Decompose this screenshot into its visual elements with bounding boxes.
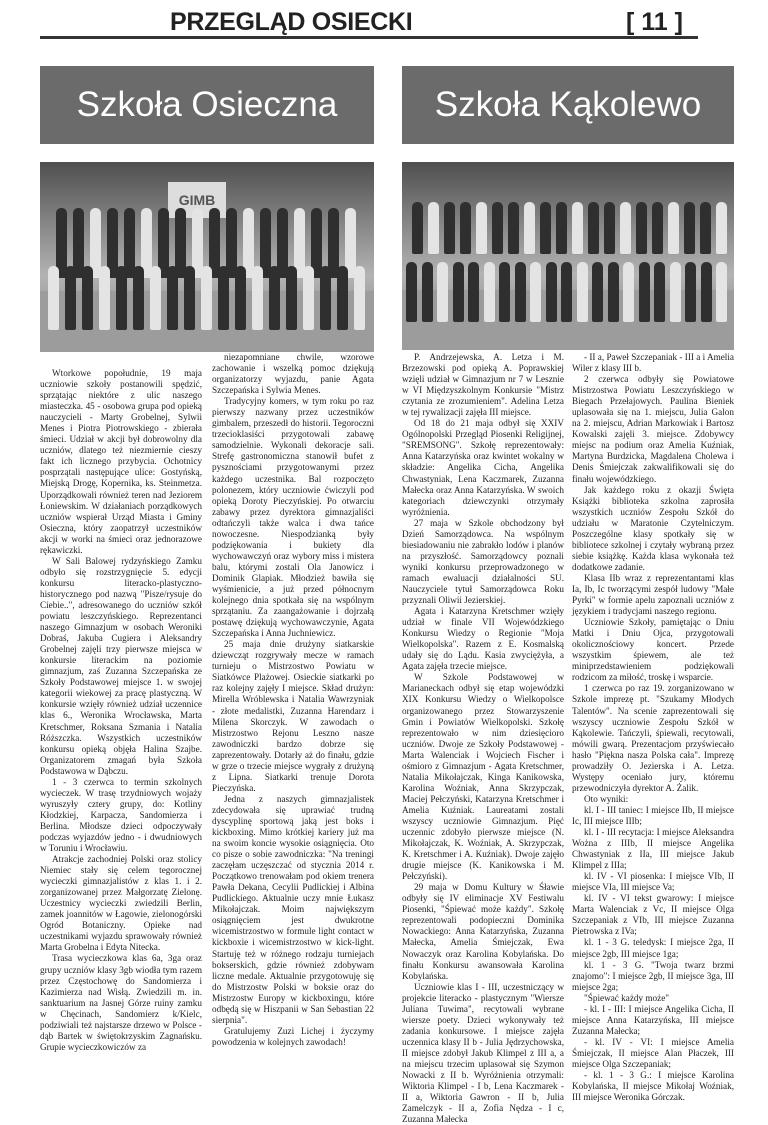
- paragraph: kl. 1 - 3 G. teledysk: I miejsce 2ga, II miejsce 2gb, III miejsce 1ga;: [572, 937, 734, 959]
- photo-figure: [235, 266, 246, 330]
- photo-figure: [508, 202, 519, 254]
- photo-figure: [524, 202, 535, 254]
- photo-figure: [608, 262, 619, 322]
- section-banner-osieczna: Szkoła Osieczna: [40, 66, 374, 144]
- photo-figure: [556, 202, 567, 254]
- paragraph: Uczniowie Szkoły, pamiętając o Dniu Matki i Dniu Ojca, przygotowali okolicznościowy koncert. Przede wszystkim śpiewem, ale też miniprzedstawieniem podziękowali rodzicom za miłość, troskę i wsparcie.: [572, 617, 734, 683]
- article-column-1: [40, 368, 202, 1053]
- article-column-3: [402, 352, 564, 1125]
- photo-figure: [82, 266, 93, 330]
- paragraph: Trasa wycieczkowa klas 6a, 3ga oraz grupy uczniów klasy 3gb wiodła tym razem przez Częstochowę do Sandomierza i Kazimierza nad Wisłą. Zwiedzili m. in. sanktuarium na Jasnej Górze ruiny zamku w Chęcinach, Sandomierz k/Kielc, podziwiali też najstarsze drzewo w Polsce - dąb Bartek w świętokrzyskim Zagnańsku. Grupie wycieczkowiczów za: [40, 953, 202, 1052]
- photo-figure: [484, 262, 495, 322]
- photo-figure: [133, 266, 144, 330]
- photo-figure: [412, 202, 423, 254]
- paragraph: Od 18 do 21 maja odbył się XXIV Ogólnopolski Przegląd Piosenki Religijnej, "SREMSONG". Szkołę reprezentowały: Anna Katarzyńska oraz kwintet wokalny w składzie: Angelika Cicha, Angelika Chwastyniak, Lena Kaczmarek, Zuzanna Małecka oraz Anna Katarzyńska. W swoich kategoriach dziewczynki otrzymały wyróżnienia.: [402, 418, 564, 517]
- photo-figure: [623, 262, 634, 322]
- newspaper-title: PRZEGLĄD OSIECKI: [170, 8, 413, 36]
- photo-figure: [572, 202, 583, 254]
- photo-figure: [422, 262, 433, 322]
- photo-figure: [116, 266, 127, 330]
- photo-figure: [218, 266, 229, 330]
- paragraph: Wtorkowe popołudnie, 19 maja uczniowie szkoły postanowili spędzić, sprzątając niektóre z ulic naszego miasteczka. 45 - osobowa grupa pod opieką nauczycieli - Marty Grobelnej, Sylwii Menes i Piotra Piotrowskiego - zbierała śmieci. Udział w akcji był dobrowolny dla uczniów, dlatego też niezmiernie cieszy fakt ich licznego przybycia. Ochotnicy posprzątali następujące ulice: Gostyńską, Miejską Drogę, Kopernika, ks. Steinmetza. Uporządkowali również teren nad Jeziorem Łoniewskim. W działaniach porządkowych uczniów wspierał Urząd Miasta i Gminy Osieczna, który zaopatrzył uczestników akcji w worki na śmieci oraz jednorazowe rękawiczki.: [40, 368, 202, 555]
- photo-figure: [354, 266, 365, 330]
- photo-figure: [540, 202, 551, 254]
- photo-figure: [685, 262, 696, 322]
- photo-figure: [499, 262, 510, 322]
- paragraph: P. Andrzejewska, A. Letza i M. Brzezowski pod opieką A. Poprawskiej wzięli udział w Gimnazjum nr 7 w Lesznie w VI Międzyszkolnym Konkursie "Mistrz czytania ze zrozumieniem". Adelina Letza w tej rywalizacji zajęła III miejsce.: [402, 352, 564, 418]
- paragraph: - kl. 1 - 3 G.: I miejsce Karolina Kobylańska, II miejsce Mikołaj Woźniak, III miejsce Weronika Górczak.: [572, 1070, 734, 1103]
- paragraph: "Śpiewać każdy może": [584, 992, 670, 1003]
- photo-figure: [492, 202, 503, 254]
- paragraph: 25 maja dnie drużyny siatkarskie dziewcząt rozgrywały mecze w ramach turnieju o Mistrzostwo Powiatu w Siatkówce Plażowej. Osieckie siatkarki po raz kolejny zajęły I miejsce. Skład drużyn: Mirella Wróblewska i Natalia Wawrzyniak - złote medalistki, Zuzanna Harendarz i Milena Skorczyk. W zawodach o Mistrzostwo Rejonu Leszno nasze zawodniczki bardzo dobrze się zaprezentowały. Dotarły aż do finału, gdzie w grze o trzecie miejsce wygrały z drużyną z Lipna. Siatkarki trenuje Dorota Pieczyńska.: [212, 639, 374, 793]
- photo-figure: [592, 262, 603, 322]
- paragraph: kl. 1 - 3 G. "Twoja twarz brzmi znajomo": I miejsce 2gb, II miejsce 3ga, III miejsce 2ga;: [572, 959, 734, 992]
- article-column-4: [572, 352, 734, 1103]
- section-banner-kakolewo: Szkoła Kąkolewo: [402, 66, 734, 144]
- photo-figure: [588, 202, 599, 254]
- photo-figure: [468, 262, 479, 322]
- gimbal-sign: GIMB: [168, 182, 226, 218]
- photo-figure: [670, 262, 681, 322]
- header-rule-left: [40, 36, 412, 39]
- paragraph: Gratulujemy Zuzi Lichej i życzymy powodzenia w kolejnych zawodach!: [212, 1025, 374, 1047]
- paragraph: W Szkole Podstawowej w Marianeckach odbył się etap wojewódzki XIX Konkursu Wiedzy o Wielkopolsce organizowanego przez Stowarzyszenie Gmin i Powiatów Wielkopolski. Szkołę reprezentowało w nim dziesięciorо uczniów. Dwoje ze Szkoły Podstawowej - Marta Walenciak i Wojciech Fischer i ośmioro z Gimnazjum - Agata Kretschmer, Natalia Mikołajczak, Kinga Kanikowska, Karolina Woźniak, Anna Skrzypczak, Maciej Pełczyński, Katarzyna Kretschmer i Amelia Kuźniak. Laureatami zostali wszyscy uczniowie Gimnazjum. Pięć uczennic zdobyło pierwsze miejsce (N. Mikołajczak, K. Woźniak, A. Skrzypczak, K. Kretschmer i A. Kuźniak). Dwoje zajęło drugie miejsce (K. Kanikowska i M. Pełczyński).: [402, 672, 564, 882]
- paragraph: - II a, Paweł Szczepaniak - III a i Amelia Wiler z klasy III b.: [572, 352, 734, 374]
- paragraph: 2 czerwca odbyły się Powiatowe Mistrzostwa Powiatu Leszczyńskiego w Biegach Przełajowych. Paulina Bieniek uplasowała się na 1. miejscu, Julia Galon na 2. miejscu, Adrian Markowiak i Bartosz Kowalski zajęli 3. miejsce. Zdobywcy miejsc na podium oraz Amelia Kuźniak, Martyna Burdzicka, Magdalena Cholewa i Denis Śmiejczak zakwalifikowali się do finału wojewódzkiego.: [572, 374, 734, 484]
- photo-figure: [654, 262, 665, 322]
- photo-figure: [652, 202, 663, 254]
- photo-figure: [150, 266, 161, 330]
- photo-figure: [320, 266, 331, 330]
- photo-figure: [337, 266, 348, 330]
- paragraph: kl. I - III recytacja: I miejsce Aleksandra Wożna z IIIb, II miejsce Angelika Chwastyniak z IIa, III miejsce Jakub Klimpel z IIIa;: [572, 827, 734, 871]
- photo-figure: [303, 266, 314, 330]
- paragraph: Jedna z naszych gimnazjalistek zdecydowała się uprawiać trudną dyscyplinę sportową jaką jest boks i kickboxing. Mimo krótkiej kariery już ma na swoim koncie wysokie osiągnięcia. Oto co pisze o sobie zawodniczka: "Na treningi zaczęłam uczęszczać od stycznia 2014 r. Początkowo trenowałam pod okiem trenera Pawła Dekana, Cecylii Pudlickiej i Albina Pudlickiego. Aktualnie uczy mnie Łukasz Mikołajczak. Moim największym osiągnięciem jest dwukrotne wicemistrzostwo w formule light contact w kickboxie i wicemistrzostwo w kick-light. Startuję też w różnego rodzaju turniejach bokserskich, gdzie również zdobywam liczne medale. Aktualnie przygotowuję się do Mistrzostw Polski w boksie oraz do Mistrzostw Europy w kickboxingu, które odbędą się w Hiszpanii w San Sebastian 22 sierpnia".: [212, 793, 374, 1025]
- school-children-photo: [40, 162, 374, 352]
- photo-figure: [269, 266, 280, 330]
- photo-figure: [530, 262, 541, 322]
- paragraph: W Sali Balowej rydzyńskiego Zamku odbyło się rozstrzygnięcie 5. edycji konkursu literacko-plastyczno-historycznego pod nazwą "Pisze/rysuje do Ciebie..", adresowanego do uczniów szkół powiatu leszczyńskiego. Reprezentanci naszego Gimnazjum w osobach Weroniki Dobraś, Jakuba Cugiera i Aleksandry Grobelnej zajęli trzy pierwsze miejsca w konkursie literackim na poziomie gimnazjum, zaś Zuzanna Szczepańska ze Szkoły Podstawowej miejsce 1. w swojej kategorii wiekowej za pracę plastyczną. W konkursie wzięły również udział uczennice klas 6., Weronika Wrocławska, Marta Kretschmer, Roksana Szmania i Natalia Róższczka. Wszystkich uczestników konkursu opieką objęła Halina Szajbe. Organizatorem zmagań była Szkoła Podstawowa w Dąbczu.: [40, 555, 202, 776]
- photo-figure: [406, 262, 417, 322]
- photo-figure: [700, 202, 711, 254]
- school-choir-photo: [402, 162, 734, 350]
- photo-figure: [428, 202, 439, 254]
- photo-figure: [437, 262, 448, 322]
- photo-figure: [561, 262, 572, 322]
- photo-figure: [286, 266, 297, 330]
- paragraph: 1 czerwca po raz 19. zorganizowano w Szkole imprezę pt. "Szukamy Młodych Talentów". Na scenie zaprezentowali się wszyscy uczniowie Zespołu Szkół w Kąkolewie. Tańczyli, śpiewali, recytowali, mówili gwarą. Prezentacjom przyświecało hasło "Piękna nasza Polska cała". Imprezę prowadziły O. Jezierska i A. Letza. Występy oceniało jury, któremu przewodniczyła dyrektor A. Żalik.: [572, 683, 734, 793]
- photo-figure: [167, 266, 178, 330]
- photo-figure: [48, 266, 59, 330]
- paragraph: kl. IV - VI tekst gwarowy: I miejsce Marta Walenciak z Vc, II miejsce Olga Szczepaniak z VIb, III miejsce Zuzanna Pietrowska z IVa;: [572, 893, 734, 937]
- photo-figure: [444, 202, 455, 254]
- paragraph: Uczniowie klas I - III, uczestniczący w projekcie literacko - plastycznym "Wiersze Juliana Tuwima", recytowali wybrane wiersze poety. Dzieci wykonywały też zadania konkursowe. I miejsce zajęła uczennica klasy II b - Julia Jędrzychowska, II miejsce zdobył Jakub Klimpel z III a, a na miejscu trzecim uplasował się Szymon Nowacki z II b. Wyróżnienia otrzymali: Wiktoria Klimpel - I b, Lena Kaczmarek - II a, Wiktoria Gawron - II b, Julia Zamelczyk - II a, Zofia Nędza - I c, Zuzanna Małecka: [402, 981, 564, 1125]
- photo-figure: [620, 202, 631, 254]
- photo-figure: [65, 266, 76, 330]
- photo-figure: [99, 266, 110, 330]
- photo-figure: [453, 262, 464, 322]
- photo-figure: [546, 262, 557, 322]
- page-number: [ 11 ]: [626, 8, 683, 36]
- photo-figure: [701, 262, 712, 322]
- article-column-2: [212, 352, 374, 1048]
- paragraph: kl. I - III taniec: I miejsce IIb, II miejsce Ic, III miejsce IIIb;: [572, 804, 734, 826]
- photo-figure: [668, 202, 679, 254]
- paragraph: Atrakcje zachodniej Polski oraz stolicy Niemiec stały się celem tegorocznej wycieczki gimnazjalistów z klas 1. i 2. zorganizowanej przez Małgorzatę Zielonę. Uczestnicy wycieczki zwiedzili Berlin, zamek joannitów w Łagowie, zielonogórski Ogród Botaniczny. Opieke nad uczestnikami wyjazdu sprawowały również Marta Grobelna i Edyta Nitecka.: [40, 854, 202, 953]
- photo-figure: [684, 202, 695, 254]
- paragraph: Jak każdego roku z okazji Święta Książki biblioteka szkolna zaprosiła wszystkich uczniów Zespołu Szkół do udziału w Maratonie Czytelniczym. Poszczególne klasy spotkały się w bibliotece szkolnej i czytały wybraną przez siebie książkę. Każda klasa wykonała też dodatkowe zadanie.: [572, 484, 734, 572]
- photo-figure: [639, 262, 650, 322]
- photo-figure: [604, 202, 615, 254]
- paragraph: - kl. I - III: I miejsce Angelika Cicha, II miejsce Anna Katarzyńska, III miejsce Zuzanna Małecka;: [572, 1003, 734, 1036]
- paragraph: kl. IV - VI piosenka: I miejsce VIb, II miejsce VIa, III miejsce Va;: [572, 871, 734, 893]
- masthead: [0, 0, 768, 44]
- photo-figure: [476, 202, 487, 254]
- paragraph: Agata i Katarzyna Kretschmer wzięły udział w finale VII Wojewódzkiego Konkursu Wiedzy o Regionie "Moja Wielkopolska". Razem z E. Kosmalską udały się do Lądu. Kasia zwyciężyła, a Agata zajęła trzecie miejsce.: [402, 606, 564, 672]
- photo-figure: [716, 202, 727, 254]
- photo-figure: [460, 202, 471, 254]
- photo-figure: [577, 262, 588, 322]
- photo-figure: [184, 266, 195, 330]
- paragraph: 29 maja w Domu Kultury w Śławie odbyły się IV eliminacje XV Festiwalu Piosenki, "Śpiewać może każdy". Szkołę reprezentowali podopieczni Dominika Nowackiego: Anna Katarzyńska, Zuzanna Małecka, Amelia Śmiejczak, Ewa Nowaczyk oraz Karolina Kobylańska. Do finału Konkursu awansowała Karolina Kobylańska.: [402, 882, 564, 981]
- paragraph: Tradycyjny komers, w tym roku po raz pierwszy nazwany przez uczestników gimbalem, przeszedł do historii. Tegoroczni trzecioklasiści przygotowali zabawę samodzielnie. Wykonali dekoracje sali. Strefę gastronomiczna stanowił bufet z pysznościami przygotowanymi przez każdego uczestnika. Bal rozpoczęto polonezem, który uczniowie ćwiczyli pod opieką Doroty Pieczyńskiej. Po otwarciu zabawy przez dyrektora gimnazjaliści odtańczyli także walca i dwa tańce nowoczesne. Niespodzianką były podziękowania i bukiety dla wychowawczyń oraz wybory miss i mistera balu, którymi zostali Ola Janowicz i Dominik Glapiak. Młodzież bawiła się wyśmienicie, a już przed północnym kolejnego dnia spotkała się na wspólnym sprzątaniu. Za zaangażowanie i dojrzałą postawę dziękują wychowawczynie, Agata Szczepańska i Anna Juchniewicz.: [212, 396, 374, 639]
- paragraph: 1 - 3 czerwca to termin szkolnych wycieczek. W trasę trzydniowych wojaży wyruszyły cztery grupy, do: Kotliny Kłodzkiej, Karpacza, Sandomierza i Berlina. Młodsze dzieci odpoczywały podczas wyjazdów jedno - i dwudniowych w Toruniu i Wrocławiu.: [40, 776, 202, 854]
- photo-figure: [636, 202, 647, 254]
- paragraph: Klasa IIb wraz z reprezentantami klas Ia, Ib, Ic tworzącymi zespół ludowy "Małe Pyrki" w formie apelu zapoznali uczniów z językiem i tradycjami naszego regionu.: [572, 572, 734, 617]
- paragraph: 27 maja w Szkole obchodzony był Dzień Samorządowca. Na wspólnym biesiadowaniu nie zabrakło lodów i planów na przyszłość. Samorządowcy poznali wyniki konkursu przeprowadzonego w ramach ewaluacji działalności SU. Nauczyciele tytuł Samorządowca Roku przyznali Oliwii Jezierskiej.: [402, 517, 564, 606]
- photo-figure: [716, 262, 727, 322]
- photo-figure: [515, 262, 526, 322]
- paragraph: niezapomniane chwile, wzorowe zachowanie i wszelką pomoc dziękują organizatorzy wyjazdu, panie Agata Szczepańska i Sylwia Menes.: [212, 352, 374, 396]
- photo-figure: [201, 266, 212, 330]
- photo-figure: [252, 266, 263, 330]
- paragraph: - kl. IV - VI: I miejsce Amelia Śmiejczak, II miejsce Alan Płaczek, III miejsce Olga Szczepaniak;: [572, 1036, 734, 1069]
- paragraph: Oto wyniki:: [584, 793, 629, 804]
